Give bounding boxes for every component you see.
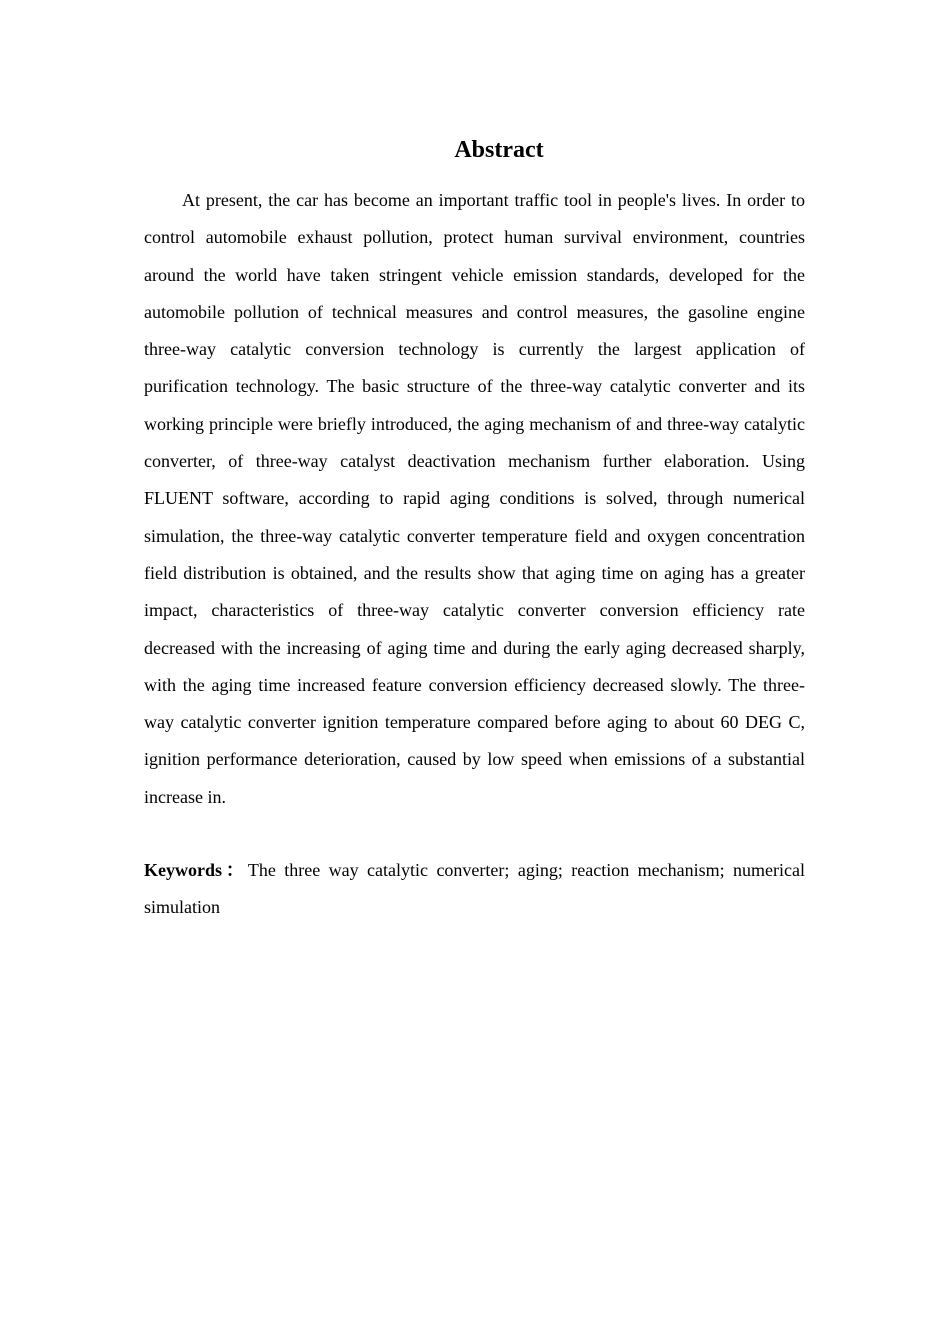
keywords-label: Keywords： (144, 860, 248, 880)
keywords-line (144, 852, 805, 926)
abstract-title: Abstract (454, 137, 544, 163)
keywords-text: The three way catalytic converter; aging; reaction mechanism; numerical simulation (144, 860, 805, 917)
abstract-paragraph: At present, the car has become an important traffic tool in people's lives. In order to control automobile exhaust pollution, protect human survival environment, countries around the world have taken stringent vehicle emission standards, developed for the automobile pollution of technical measures and control measures, the gasoline engine three-way catalytic conversion technology is currently the largest application of purification technology. The basic structure of the three-way catalytic converter and its working principle were briefly introduced, the aging mechanism of and three-way catalytic converter, of three-way catalyst deactivation mechanism further elaboration. Using FLUENT software, according to rapid aging conditions is solved, through numerical simulation, the three-way catalytic converter temperature field and oxygen concentration field distribution is obtained, and the results show that aging time on aging has a greater impact, characteristics of three-way catalytic converter conversion efficiency rate decreased with the increasing of aging time and during the early aging decreased sharply, with the aging time increased feature conversion efficiency decreased slowly. The three-way catalytic converter ignition temperature compared before aging to about 60 DEG C, ignition performance deterioration, caused by low speed when emissions of a substantial increase in. (144, 190, 805, 807)
